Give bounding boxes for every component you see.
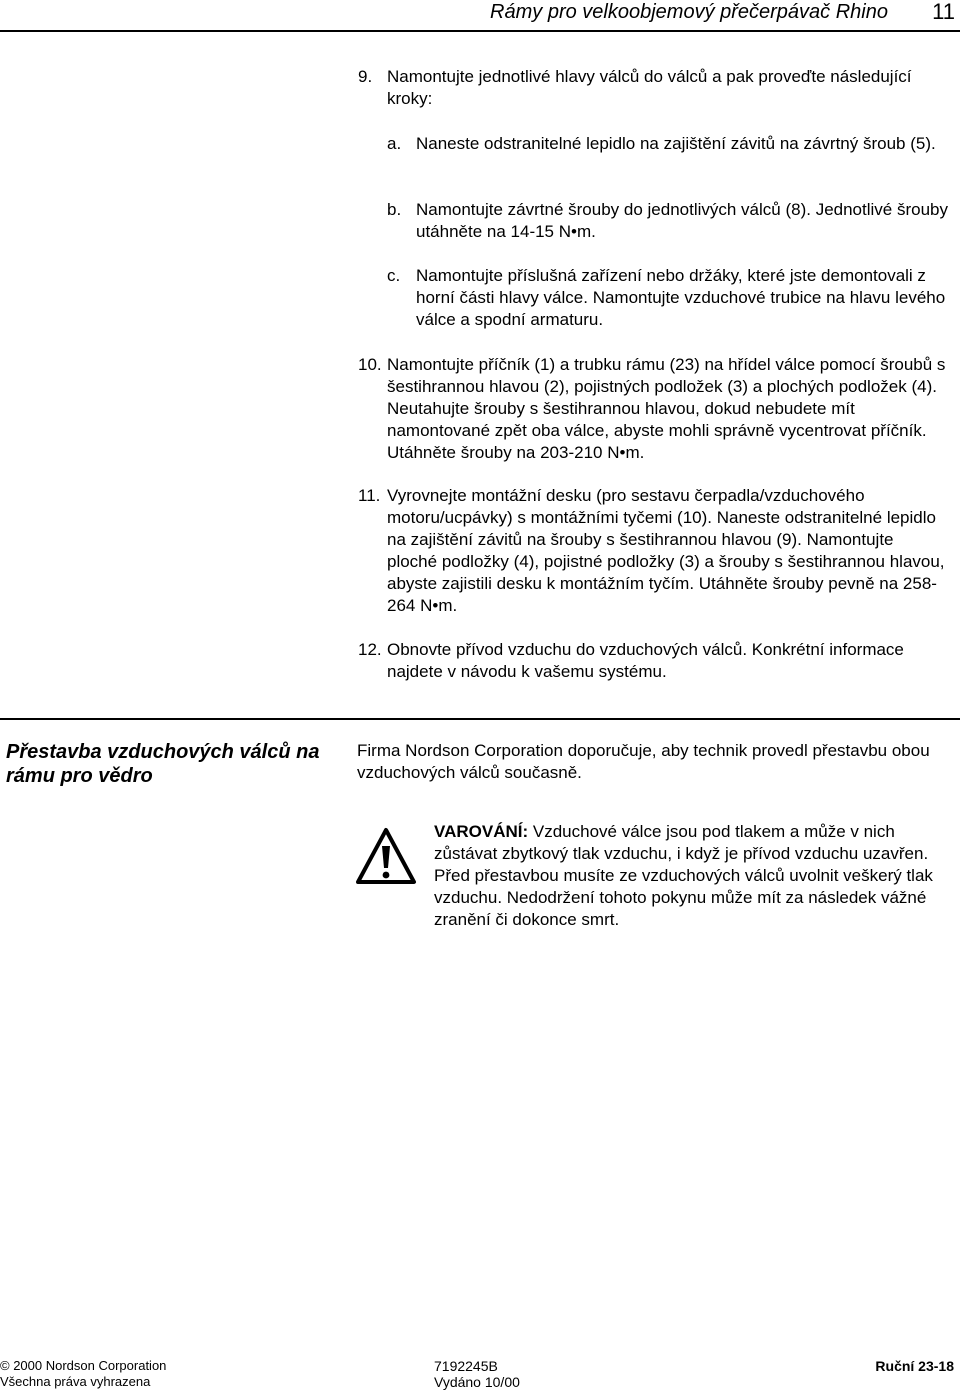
step-11-text: Vyrovnejte montážní desku (pro sestavu čerpadla/vzduchového motoru/ucpávky) s montážními tyčemi (10). Naneste odstranitelné lepidlo na zajištění závitů na šrouby s šestihrannou hlavou (9). Namontujte ploché podložky (4), pojistné podložky (3) a šrouby s šestihrannou hlavou, abyste zajistili desku k montážním tyčím. Utáhněte šrouby pevně na 258-264 N•m. [387,486,945,615]
step-9a-text: Naneste odstranitelné lepidlo na zajištění závitů na závrtný šroub (5). [416,134,936,153]
step-9c-text: Namontujte příslušná zařízení nebo držáky, které jste demontovali z horní části hlavy válce. Namontujte vzduchové trubice na hlavu levého válce a spodní armaturu. [416,266,946,329]
step-9-number: 9. [358,67,373,86]
step-10-text: Namontujte příčník (1) a trubku rámu (23) na hřídel válce pomocí šroubů s šestihrannou hlavou (2), pojistných podložek (3) a plochých podložek (4). Neutahujte šrouby s šestihrannou hlavou, dokud nebudete mít namontované zpět oba válce, abyste mohli správně vycentrovat příčník. Utáhněte šrouby na 203-210 N•m. [387,355,946,462]
warning-text-block [434,821,948,931]
footer-rights: Všechna práva vyhrazena [0,1374,151,1389]
footer-doc-number: 7192245B [434,1358,498,1374]
section-heading: Přestavba vzduchových válců na rámu pro vědro [6,741,320,787]
step-9b-label: b. [387,200,402,219]
step-9a-label: a. [387,134,402,153]
footer-issued: Vydáno 10/00 [434,1374,520,1390]
step-9b-text: Namontujte závrtné šrouby do jednotlivých válců (8). Jednotlivé šrouby utáhněte na 14-15 N•m. [416,200,948,241]
footer-manual-page: Ruční 23-18 [875,1358,954,1374]
section-intro: Firma Nordson Corporation doporučuje, aby technik provedl přestavbu obou vzduchových válců současně. [357,741,930,782]
header-page-number: 11 [932,0,955,24]
step-10-number: 10. [358,355,382,374]
warning-triangle-icon [355,826,417,886]
header-divider [0,30,960,32]
warning-text: Vzduchové válce jsou pod tlakem a může v nich zůstávat zbytkový tlak vzduchu, i když je přívod vzduchu uzavřen. Před přestavbou musíte ze vzduchových válců uvolnit veškerý tlak vzduchu. Nedodržení tohoto pokynu může mít za následek vážné zranění či dokonce smrt. [434,822,933,929]
step-9-text: Namontujte jednotlivé hlavy válců do válců a pak proveďte následující kroky: [387,67,912,108]
step-11-number: 11. [358,486,381,505]
step-12-number: 12. [358,640,382,659]
footer-copyright: © 2000 Nordson Corporation [0,1358,167,1373]
step-12-text: Obnovte přívod vzduchu do vzduchových válců. Konkrétní informace najdete v návodu k vašemu systému. [387,640,904,681]
header-title: Rámy pro velkoobjemový přečerpávač Rhino [490,1,888,23]
warning-label: VAROVÁNÍ: [434,822,529,841]
section-divider [0,718,960,720]
step-9c-label: c. [387,266,401,285]
